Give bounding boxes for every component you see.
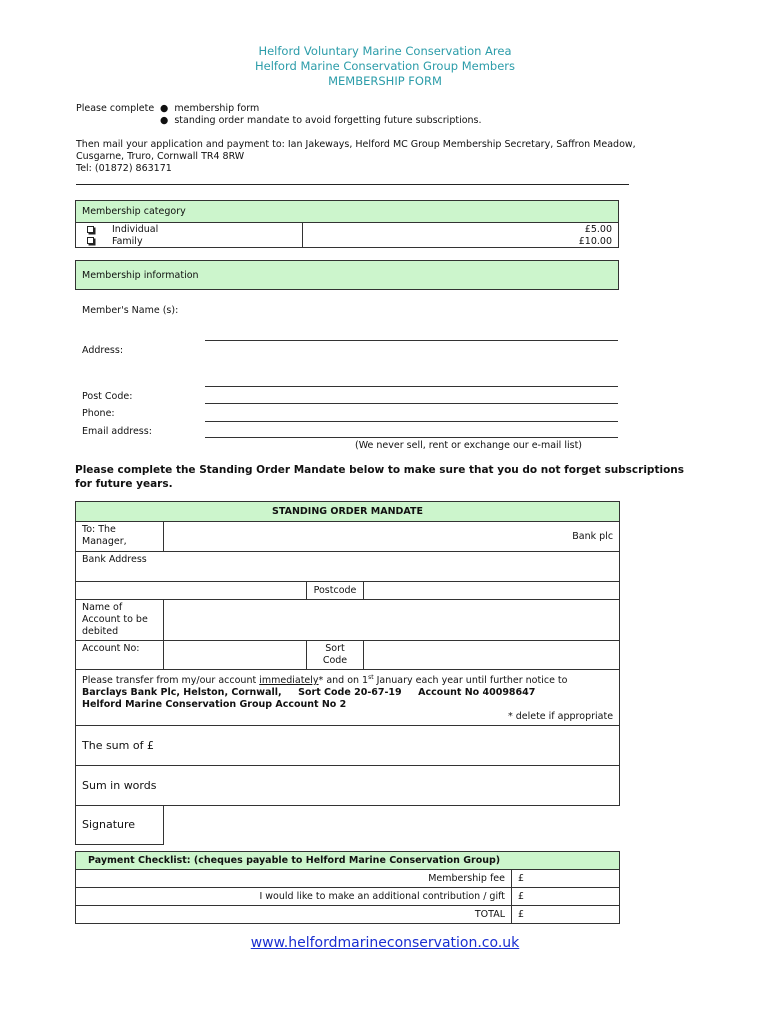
email-field[interactable] [205, 437, 618, 438]
membership-category-header [75, 200, 619, 223]
column-divider [302, 223, 303, 247]
family-option-label: Family [112, 236, 143, 247]
membership-fee-currency: £ [518, 873, 525, 884]
bank-plc-label: Bank plc [572, 530, 614, 542]
transfer-instruction-text [82, 672, 613, 687]
delete-if-appropriate-note: * delete if appropriate [507, 711, 614, 723]
to-manager-label: To: The Manager, [76, 522, 164, 552]
mandate-title-row [76, 502, 620, 522]
account-number-field[interactable] [164, 641, 307, 670]
sort-code-field[interactable] [364, 641, 620, 670]
bullet-item-standing-order [160, 115, 482, 126]
total-label: TOTAL [76, 906, 512, 924]
mail-instructions-line1: Then mail your application and payment to: Ian Jakeways, Helford MC Group Membership Secretary, Saffron Meadow, [76, 139, 636, 150]
sum-in-words-field[interactable] [76, 766, 620, 806]
bullet-text: membership form [174, 103, 260, 114]
contribution-amount[interactable] [512, 888, 620, 906]
header-area-name: Helford Voluntary Marine Conservation Area [258, 44, 512, 58]
transfer-ordinal-suffix: st [368, 674, 374, 681]
address-field[interactable] [205, 386, 618, 387]
account-name-field[interactable] [164, 600, 620, 641]
bank-address-row [76, 552, 620, 582]
sum-in-words-label: Sum in words [82, 778, 157, 792]
account-number-row [76, 641, 620, 670]
phone-label: Phone: [82, 408, 115, 419]
membership-fee-amount[interactable] [512, 870, 620, 888]
signature-field[interactable] [164, 806, 620, 845]
account-name-label: Name of Account to be debited [76, 600, 164, 641]
total-currency: £ [518, 909, 525, 920]
standing-order-instruction-line1: Please complete the Standing Order Mandate below to make sure that you do not forget subscriptions [75, 464, 685, 476]
contribution-label: I would like to make an additional contribution / gift [76, 888, 512, 906]
sum-label: The sum of £ [82, 738, 154, 752]
standing-order-mandate [75, 501, 620, 845]
checklist-row-contribution [76, 888, 620, 906]
header-form-title: MEMBERSHIP FORM [328, 74, 442, 88]
bank-address-field[interactable] [164, 552, 620, 582]
bullet-symbol: ● [160, 103, 169, 114]
bank-address-label: Bank Address [76, 552, 164, 582]
individual-checkbox[interactable] [87, 226, 94, 233]
bank-name-field[interactable] [164, 522, 620, 552]
telephone-number: Tel: (01872) 863171 [76, 163, 172, 174]
post-code-field[interactable] [205, 403, 618, 404]
sum-in-words-row [76, 766, 620, 806]
please-complete-label: Please complete [76, 103, 155, 114]
individual-option-label: Individual [112, 224, 159, 235]
checklist-row-membership-fee [76, 870, 620, 888]
transfer-text-end: January each year until further notice to [373, 675, 568, 687]
postcode-field[interactable] [364, 582, 620, 600]
transfer-immediately: immediately [259, 675, 319, 687]
bank-manager-row [76, 522, 620, 552]
payee-group-account: Helford Marine Conservation Group Account No 2 [82, 699, 347, 711]
email-privacy-note: (We never sell, rent or exchange our e-mail list) [355, 440, 583, 451]
sum-row [76, 726, 620, 766]
postcode-row [76, 582, 620, 600]
bank-address-continued[interactable] [76, 582, 307, 600]
postcode-label: Postcode [307, 582, 364, 600]
account-name-row [76, 600, 620, 641]
sum-field[interactable] [76, 726, 620, 766]
membership-information-header [75, 260, 619, 290]
membership-information-heading: Membership information [82, 270, 199, 281]
standing-order-instruction-line2: for future years. [75, 478, 173, 490]
checklist-row-total [76, 906, 620, 924]
post-code-label: Post Code: [82, 391, 133, 402]
checklist-heading: Payment Checklist: (cheques payable to Helford Marine Conservation Group) [76, 852, 620, 870]
divider [76, 184, 629, 185]
transfer-text-mid: * and on 1 [318, 675, 369, 687]
contribution-currency: £ [518, 891, 525, 902]
bullet-text: standing order mandate to avoid forgetting future subscriptions. [174, 115, 482, 126]
form-header [0, 44, 770, 89]
payee-bank-details: Barclays Bank Plc, Helston, Cornwall, Sort Code 20-67-19 Account No 40098647 [82, 687, 536, 699]
members-name-label: Member's Name (s): [82, 305, 179, 316]
mail-instructions-line2: Cusgarne, Truro, Cornwall TR4 8RW [76, 151, 245, 162]
signature-label: Signature [76, 806, 164, 845]
sort-code-label: Sort Code [307, 641, 364, 670]
membership-fee-label: Membership fee [76, 870, 512, 888]
family-checkbox[interactable] [87, 237, 94, 244]
email-label: Email address: [82, 426, 152, 437]
membership-category-heading: Membership category [82, 206, 186, 217]
membership-category-options [75, 222, 619, 248]
family-price: £10.00 [578, 236, 612, 247]
transfer-instruction [76, 670, 620, 726]
address-label: Address: [82, 345, 124, 356]
transfer-instruction-row [76, 670, 620, 726]
account-number-label: Account No: [76, 641, 164, 670]
phone-field[interactable] [205, 421, 618, 422]
transfer-text-start: Please transfer from my/our account [82, 675, 260, 687]
header-group-name: Helford Marine Conservation Group Members [254, 59, 516, 73]
checklist-heading-row [76, 852, 620, 870]
signature-row [76, 806, 620, 845]
total-amount[interactable] [512, 906, 620, 924]
bullet-symbol: ● [160, 115, 169, 126]
bullet-item-membership-form [160, 103, 259, 114]
individual-price: £5.00 [584, 224, 612, 235]
footer [0, 935, 770, 951]
mandate-title: STANDING ORDER MANDATE [76, 502, 620, 522]
members-name-field[interactable] [205, 340, 618, 341]
website-link[interactable]: www.helfordmarineconservation.co.uk [250, 935, 520, 951]
payment-checklist [75, 851, 620, 924]
